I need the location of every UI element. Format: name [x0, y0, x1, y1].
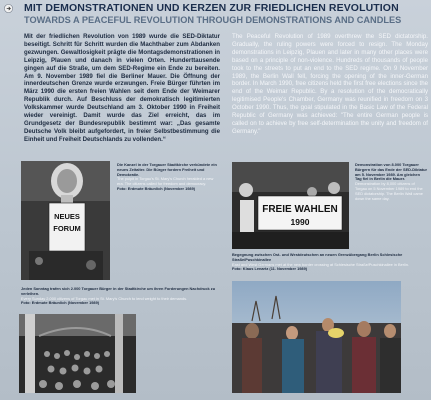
body-text-english: The Peaceful Revolution of 1989 overthrew the SED dictatorship. Gradually, the ruling powers were forced to resign. The Monday demonstrations in Leipzig, Plauen and later in many other places were based on a principle of non-violence. Hundreds of thousands of people took to the streets to put an end to the SED regime. On 9 November 1989, the Berlin Wall fell, forcing the opening of the inner-German border. In March 1990, free citizens held the first free elections since the end of the Weimar Republic. By a resolution of the democratically legitimised People's Chamber, Germany was reunified in freedom on 3 October 1990. Thus, the goal stipulated in the Basic Law of the Federal Republic of Germany was achieved: "The entire German people is called on to achieve by free self-determination the unity and freedom of Germany."	[232, 33, 428, 135]
arrow-icon	[4, 4, 13, 13]
caption-3-german: Demonstration von 8.000 Torgauer Bürgern für das Ende der SED-Diktatur am 5. November 1989. Am gleichen Tag fiel in Berlin die Mauer.	[355, 162, 427, 182]
caption-photo-1	[117, 163, 220, 192]
caption-photo-3	[355, 163, 427, 201]
banner-text-line1: FREIE WAHLEN	[262, 204, 338, 215]
caption-3-english: Demonstration by 8,000 citizens of Torgau on 5 November 1989 to end the SED dictatorship. The Berlin Wall came down the same day.	[355, 181, 423, 201]
caption-2-english: East and West Germans met at the new border crossing at Schlesische Straße/Puschkinallee in Berlin.	[232, 261, 410, 267]
caption-4-credit: Foto: Erdmute Bräunlich (November 1989)	[21, 300, 100, 306]
caption-2-credit: Foto: Klaus Lenartz (11. November 1989)	[232, 266, 308, 272]
body-text-german: Mit der friedlichen Revolution von 1989 wurde die SED-Diktatur beseitigt. Schritt für Schritt wurden die Machthaber zum Abdanken gezwungen. Gewaltlosigkeit prägte die Montagsdemonstrationen in Leipzig, Plauen und danach in vielen Orten. Hunderttausende gingen auf die Straße, um dem SED-Regime ein Ende zu bereiten. Am 9. November 1989 fiel die Berliner Mauer. Die Öffnung der innerdeutschen Grenze wurde erzwungen. Freie Bürger führten im März 1990 die ersten freien Wahlen seit dem Ende der Weimarer Republik durch. Auf Beschluss der demokratisch legitimierten Volkskammer wurde Deutschland am 3. Oktober 1990 in Freiheit wieder vereinigt. Damit wurde das Ziel erreicht, das im Grundgesetz der Bundesrepublik bestimmt war: „Das gesamte Deutsche Volk bleibt aufgefordert, in freier Selbstbestimmung die Einheit und Freiheit Deutschlands zu vollenden.“	[24, 33, 220, 143]
caption-1-english: The pulpit in Torgau's St. Mary's Church heralded a new era. The citizens called for freedom and democracy.	[117, 176, 214, 187]
caption-1-credit: Foto: Erdmute Bräunlich (November 1989)	[117, 185, 196, 191]
caption-1-german: Die Kanzel in der Torgauer Stadtkirche verkündete ein neues Zeitalter. Die Bürger fordern Freiheit und Demokratie.	[117, 162, 217, 177]
title-german: MIT DEMONSTRATIONEN UND KERZEN ZUR FRIEDLICHEN REVOLUTION	[24, 2, 399, 14]
caption-4-english: Every Sunday 2,000 citizens of Torgau met in St. Mary's Church to lend weight to their demands.	[21, 295, 188, 301]
photo-neues-forum	[21, 161, 110, 280]
banner-text-line2: 1990	[290, 217, 310, 227]
sign-text-line2: FORUM	[53, 224, 81, 233]
title-english: TOWARDS A PEACEFUL REVOLUTION THROUGH DEMONSTRATIONS AND CANDLES	[24, 15, 402, 25]
caption-photo-2	[232, 253, 422, 272]
photo-freie-wahlen	[232, 162, 349, 249]
photo-church-crowd	[19, 314, 136, 393]
caption-photo-4	[21, 287, 221, 306]
caption-2-german: Begegnung zwischen Ost- und Westdeutschen an neuen Grenzübergang Berlin Schlesische Straße/Puschkinallee	[232, 252, 403, 262]
sign-text-line1: NEUES	[54, 212, 80, 221]
photo-color-demonstration	[232, 281, 401, 393]
caption-4-german: Jeden Sonntag trafen sich 2.000 Torgauer Bürger in der Stadtkirche um ihren Forderungen Nachdruck zu verleihen.	[21, 286, 216, 296]
